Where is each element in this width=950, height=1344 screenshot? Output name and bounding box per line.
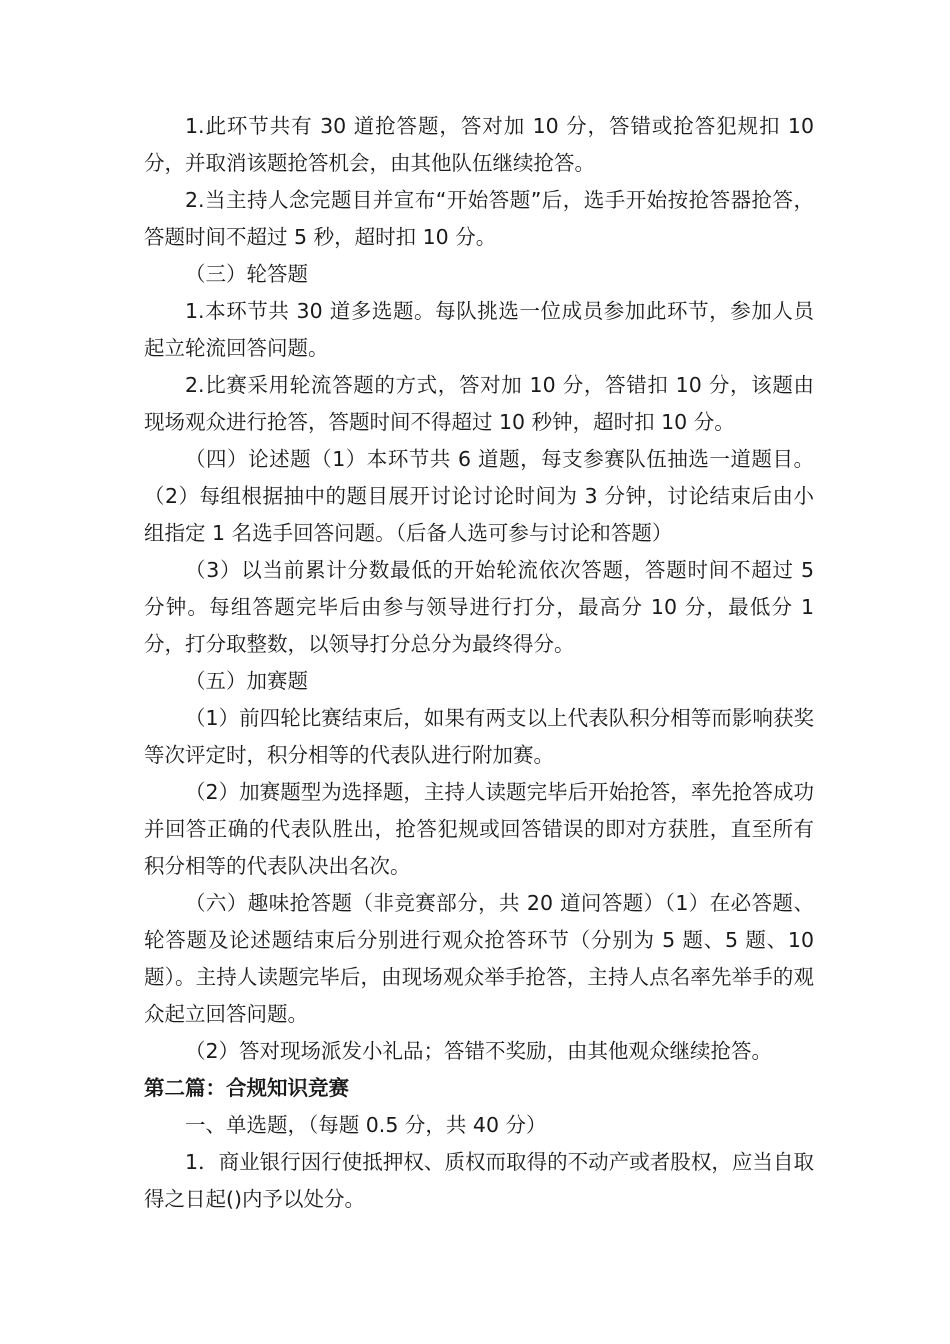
subsection-heading: 一、单选题，（每题 0.5 分，共 40 分） (185, 1113, 547, 1137)
paragraph-fun-quiz-rule-1: （六）趣味抢答题（非竞赛部分，共 20 道问答题）（1）在必答题、轮答题及论述题结束后分别进行观众抢答环节（分别为 5 题、5 题、10 题）。主持人读题完毕后，由现场观众举手抢答，主持人点名率先举手的观众起立回答问题。 (144, 891, 814, 1026)
section-heading: 第二篇：合规知识竞赛 (144, 1076, 349, 1100)
paragraph-round-answer-rule-1: 1.本环节共 30 道多选题。每队挑选一位成员参加此环节，参加人员起立轮流回答问题。 (144, 299, 814, 360)
heading-round-answer: （三）轮答题 (185, 262, 308, 286)
paragraph-quick-answer-rule-1: 1.此环节共有 30 道抢答题，答对加 10 分，答错或抢答犯规扣 10 分，并取消该题抢答机会，由其他队伍继续抢答。 (144, 114, 814, 175)
paragraph-round-answer-rule-2: 2.比赛采用轮流答题的方式，答对加 10 分，答错扣 10 分，该题由现场观众进行抢答，答题时间不得超过 10 秒钟，超时扣 10 分。 (144, 373, 814, 434)
paragraph-tiebreaker-rule-1: （1）前四轮比赛结束后，如果有两支以上代表队积分相等而影响获奖等次评定时，积分相等的代表队进行附加赛。 (144, 706, 814, 767)
heading-tiebreaker: （五）加赛题 (185, 669, 308, 693)
paragraph-quick-answer-rule-2: 2.当主持人念完题目并宣布“开始答题”后，选手开始按抢答器抢答，答题时间不超过 5 秒，超时扣 10 分。 (144, 188, 814, 249)
document-body (144, 108, 814, 1218)
paragraph-tiebreaker-rule-2: （2）加赛题型为选择题，主持人读题完毕后开始抢答，率先抢答成功并回答正确的代表队胜出，抢答犯规或回答错误的即对方获胜，直至所有积分相等的代表队决出名次。 (144, 780, 814, 878)
paragraph-fun-quiz-rule-2: （2）答对现场派发小礼品；答错不奖励，由其他观众继续抢答。 (185, 1039, 773, 1063)
question-1: 1．商业银行因行使抵押权、质权而取得的不动产或者股权，应当自取得之日起()内予以处分。 (144, 1150, 814, 1211)
paragraph-essay-rules: （四）论述题（1）本环节共 6 道题，每支参赛队伍抽选一道题目。（2）每组根据抽中的题目展开讨论讨论时间为 3 分钟，讨论结束后由小组指定 1 名选手回答问题。（后备人选可参与讨论和答题） (144, 447, 814, 545)
paragraph-essay-rule-3: （3）以当前累计分数最低的开始轮流依次答题，答题时间不超过 5 分钟。每组答题完毕后由参与领导进行打分，最高分 10 分，最低分 1 分，打分取整数，以领导打分总分为最终得分。 (144, 558, 814, 656)
